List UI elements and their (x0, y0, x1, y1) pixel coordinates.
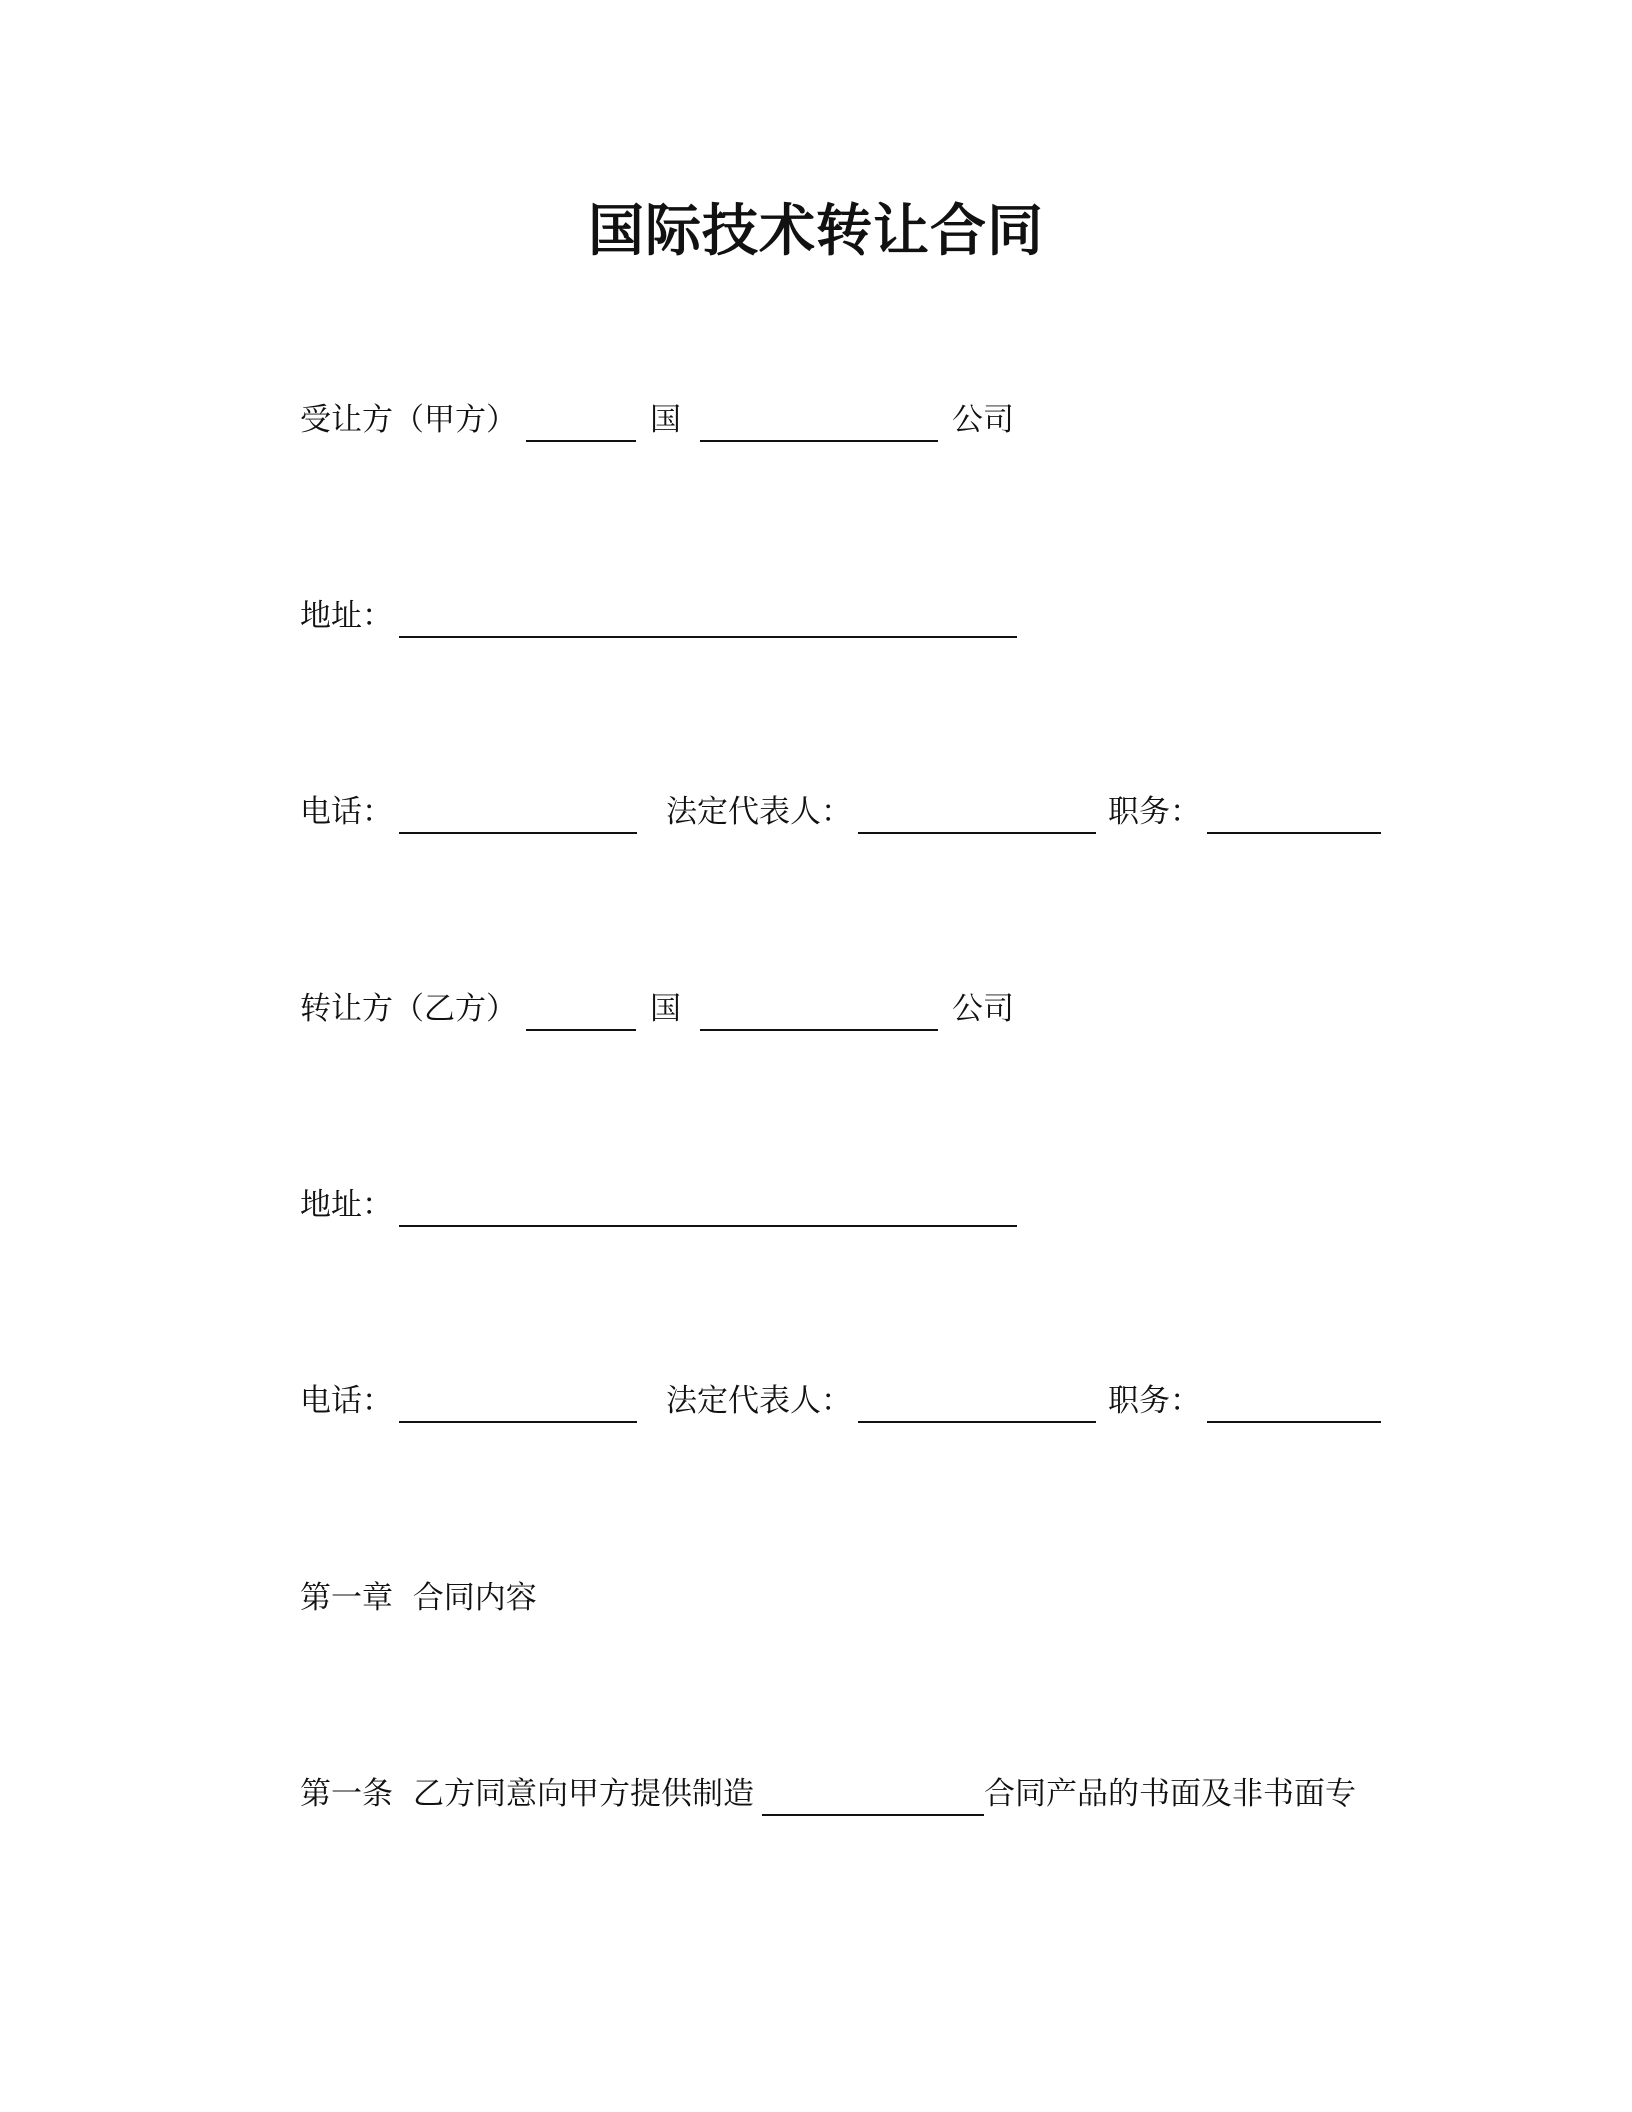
party-b-contact-row (0, 1369, 1632, 1429)
party-a-position-label: 职务： (1108, 794, 1201, 830)
party-b-phone-blank[interactable] (399, 1421, 637, 1423)
party-b-role-label: 转让方（乙方） (300, 991, 517, 1027)
party-b-company-label: 公司 (952, 991, 1014, 1027)
party-b-phone-label: 电话： (300, 1383, 393, 1419)
party-a-company-label: 公司 (952, 402, 1014, 438)
party-b-legal-rep-label: 法定代表人： (666, 1383, 852, 1419)
party-b-company-blank[interactable] (700, 1029, 938, 1031)
party-a-country-blank[interactable] (526, 440, 636, 442)
party-a-phone-blank[interactable] (399, 832, 637, 834)
party-a-country-label: 国 (650, 402, 681, 438)
party-a-company-blank[interactable] (700, 440, 938, 442)
article-1-text-before: 乙方同意向甲方提供制造 (413, 1776, 754, 1812)
article-1-text-after: 合同产品的书面及非书面专 (984, 1776, 1356, 1812)
article-1-row (0, 1762, 1632, 1822)
party-a-contact-row (0, 780, 1632, 840)
party-b-position-blank[interactable] (1207, 1421, 1381, 1423)
party-a-legal-rep-label: 法定代表人： (666, 794, 852, 830)
party-b-country-blank[interactable] (526, 1029, 636, 1031)
party-b-row (0, 977, 1632, 1037)
party-a-legal-rep-blank[interactable] (858, 832, 1096, 834)
chapter-1-heading: 第一章 合同内容 (300, 1580, 537, 1616)
article-1-label: 第一条 (300, 1776, 393, 1812)
chapter-1-row (0, 1566, 1632, 1626)
party-b-country-label: 国 (650, 991, 681, 1027)
party-a-row (0, 388, 1632, 448)
party-b-legal-rep-blank[interactable] (858, 1421, 1096, 1423)
party-a-address-row (0, 584, 1632, 644)
party-b-address-label: 地址： (300, 1187, 393, 1223)
party-b-address-blank[interactable] (399, 1225, 1017, 1227)
party-a-address-blank[interactable] (399, 636, 1017, 638)
party-a-address-label: 地址： (300, 598, 393, 634)
document-title: 国际技术转让合同 (588, 199, 1044, 264)
party-a-position-blank[interactable] (1207, 832, 1381, 834)
party-a-role-label: 受让方（甲方） (300, 402, 517, 438)
article-1-product-blank[interactable] (762, 1814, 984, 1816)
party-b-address-row (0, 1173, 1632, 1233)
party-a-phone-label: 电话： (300, 794, 393, 830)
party-b-position-label: 职务： (1108, 1383, 1201, 1419)
